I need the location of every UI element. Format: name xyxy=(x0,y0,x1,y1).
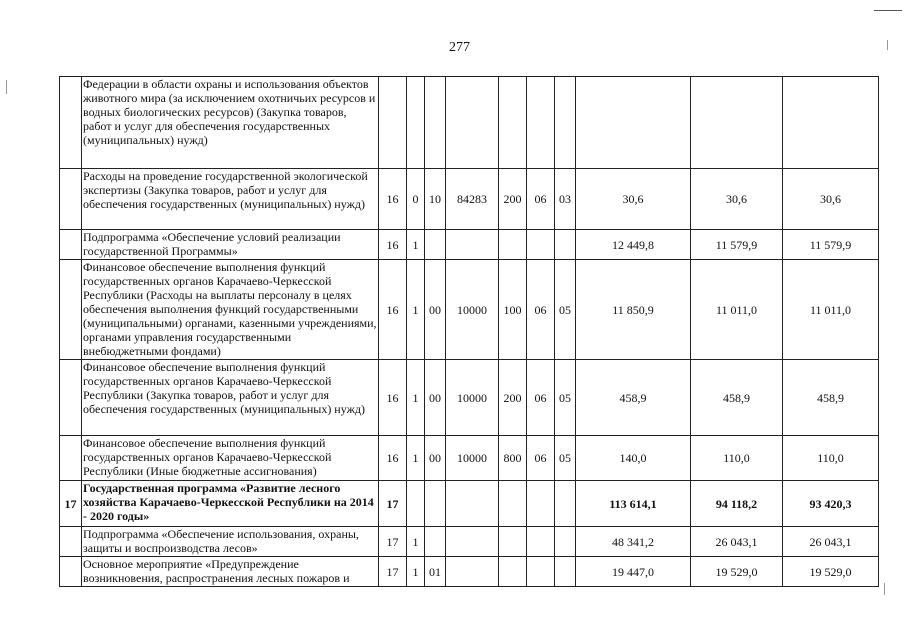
amount-cell: 11 579,9 xyxy=(691,230,783,260)
table-row xyxy=(60,527,879,557)
code-cell xyxy=(499,230,527,260)
code-cell: 800 xyxy=(499,436,527,481)
amount-cell: 26 043,1 xyxy=(783,527,879,557)
amount-cell xyxy=(691,77,783,169)
description-cell: Финансовое обеспечение выполнения функций государственных органов Карачаево-Черкесской Республики (Иные бюджетные ассигнования) xyxy=(82,436,379,481)
code-cell xyxy=(555,230,576,260)
code-cell: 01 xyxy=(425,557,446,587)
amount-cell: 113 614,1 xyxy=(576,481,691,527)
amount-cell: 140,0 xyxy=(576,436,691,481)
code-cell: 1 xyxy=(407,557,425,587)
code-cell xyxy=(499,77,527,169)
code-cell: 05 xyxy=(555,436,576,481)
amount-cell: 19 529,0 xyxy=(691,557,783,587)
row-number-cell xyxy=(60,360,82,436)
amount-cell: 30,6 xyxy=(783,169,879,230)
amount-cell: 110,0 xyxy=(783,436,879,481)
code-cell: 1 xyxy=(407,527,425,557)
code-cell xyxy=(555,527,576,557)
code-cell: 17 xyxy=(379,481,407,527)
amount-cell xyxy=(576,77,691,169)
table-row xyxy=(60,77,879,169)
code-cell: 06 xyxy=(527,436,555,481)
row-number-cell xyxy=(60,230,82,260)
description-cell: Федерации в области охраны и использования объектов животного мира (за исключением охотничьих ресурсов и водных биологических ресурсов) (Закупка товаров, работ и услуг для обеспечения государственных (муниципальных) нужд) xyxy=(82,77,379,169)
amount-cell: 458,9 xyxy=(576,360,691,436)
budget-table xyxy=(59,76,879,587)
description-cell: Государственная программа «Развитие лесного хозяйства Карачаево-Черкесской Республики на 2014 - 2020 годы» xyxy=(82,481,379,527)
code-cell xyxy=(425,481,446,527)
table-row xyxy=(60,260,879,360)
code-cell: 00 xyxy=(425,360,446,436)
code-cell xyxy=(446,77,499,169)
code-cell: 10 xyxy=(425,169,446,230)
amount-cell: 94 118,2 xyxy=(691,481,783,527)
code-cell xyxy=(555,77,576,169)
amount-cell: 458,9 xyxy=(691,360,783,436)
code-cell xyxy=(527,481,555,527)
code-cell: 16 xyxy=(379,260,407,360)
code-cell xyxy=(499,557,527,587)
code-cell xyxy=(499,527,527,557)
code-cell: 84283 xyxy=(446,169,499,230)
amount-cell: 26 043,1 xyxy=(691,527,783,557)
amount-cell: 11 579,9 xyxy=(783,230,879,260)
amount-cell: 30,6 xyxy=(691,169,783,230)
amount-cell: 458,9 xyxy=(783,360,879,436)
code-cell xyxy=(446,527,499,557)
code-cell: 17 xyxy=(379,557,407,587)
description-cell: Подпрограмма «Обеспечение условий реализации государственной Программы» xyxy=(82,230,379,260)
table-row xyxy=(60,481,879,527)
code-cell xyxy=(379,77,407,169)
code-cell xyxy=(527,230,555,260)
code-cell: 06 xyxy=(527,360,555,436)
code-cell xyxy=(446,481,499,527)
code-cell xyxy=(499,481,527,527)
code-cell: 05 xyxy=(555,260,576,360)
amount-cell: 12 449,8 xyxy=(576,230,691,260)
scan-mark-top xyxy=(874,10,902,11)
description-cell: Финансовое обеспечение выполнения функций государственных органов Карачаево-Черкесской Республики (Расходы на выплаты персоналу в целях обеспечения выполнения функций государственными (муниципальными) органами, казенными учреждениями, органами управления государственными внебюджетными фондами) xyxy=(83,260,377,358)
page-number: 277 xyxy=(449,40,470,55)
code-cell xyxy=(555,481,576,527)
code-cell: 06 xyxy=(527,169,555,230)
code-cell: 05 xyxy=(555,360,576,436)
code-cell: 00 xyxy=(425,260,446,360)
code-cell: 16 xyxy=(379,436,407,481)
code-cell: 00 xyxy=(425,436,446,481)
amount-cell: 11 011,0 xyxy=(691,260,783,360)
description-cell: Подпрограмма «Обеспечение использования, охраны, защиты и воспроизводства лесов» xyxy=(82,527,379,557)
code-cell xyxy=(527,77,555,169)
row-number-cell xyxy=(60,527,82,557)
row-number-cell xyxy=(60,557,82,587)
table-row xyxy=(60,557,879,587)
code-cell xyxy=(425,230,446,260)
code-cell: 17 xyxy=(379,527,407,557)
row-number-cell: 17 xyxy=(60,481,82,527)
code-cell: 16 xyxy=(379,169,407,230)
code-cell xyxy=(425,527,446,557)
row-number-cell xyxy=(60,169,82,230)
amount-cell: 19 447,0 xyxy=(576,557,691,587)
code-cell: 0 xyxy=(407,169,425,230)
description-cell: Финансовое обеспечение выполнения функций государственных органов Карачаево-Черкесской Республики (Закупка товаров, работ и услуг для обеспечения государственных (муниципальных) нужд) xyxy=(82,360,379,436)
amount-cell: 110,0 xyxy=(691,436,783,481)
amount-cell: 48 341,2 xyxy=(576,527,691,557)
table-row xyxy=(60,436,879,481)
code-cell: 100 xyxy=(499,260,527,360)
scan-mark-right xyxy=(887,40,888,50)
table-row xyxy=(60,230,879,260)
code-cell xyxy=(425,77,446,169)
code-cell: 16 xyxy=(379,360,407,436)
code-cell: 10000 xyxy=(446,360,499,436)
code-cell xyxy=(407,77,425,169)
description-cell: Основное мероприятие «Предупреждение возникновения, распространения лесных пожаров и xyxy=(82,557,379,587)
code-cell: 10000 xyxy=(446,436,499,481)
code-cell xyxy=(407,481,425,527)
code-cell: 06 xyxy=(527,260,555,360)
code-cell: 16 xyxy=(379,230,407,260)
code-cell: 1 xyxy=(407,260,425,360)
row-number-cell xyxy=(60,260,82,360)
code-cell xyxy=(555,557,576,587)
code-cell xyxy=(527,557,555,587)
code-cell xyxy=(446,230,499,260)
code-cell xyxy=(527,527,555,557)
amount-cell: 11 011,0 xyxy=(783,260,879,360)
code-cell: 1 xyxy=(407,230,425,260)
row-number-cell xyxy=(60,436,82,481)
amount-cell: 93 420,3 xyxy=(783,481,879,527)
table-row xyxy=(60,169,879,230)
scan-mark-right-bottom xyxy=(884,583,885,595)
amount-cell: 30,6 xyxy=(576,169,691,230)
code-cell: 1 xyxy=(407,360,425,436)
description-cell: Расходы на проведение государственной экологической экспертизы (Закупка товаров, работ и услуг для обеспечения государственных (муниципальных) нужд) xyxy=(82,169,379,230)
amount-cell: 11 850,9 xyxy=(576,260,691,360)
code-cell: 200 xyxy=(499,360,527,436)
code-cell: 03 xyxy=(555,169,576,230)
row-number-cell xyxy=(60,77,82,169)
table-body xyxy=(60,77,879,587)
code-cell xyxy=(446,557,499,587)
code-cell: 10000 xyxy=(446,260,499,360)
table-row xyxy=(60,360,879,436)
amount-cell: 19 529,0 xyxy=(783,557,879,587)
amount-cell xyxy=(783,77,879,169)
code-cell: 200 xyxy=(499,169,527,230)
code-cell: 1 xyxy=(407,436,425,481)
scan-mark-left xyxy=(6,80,7,94)
